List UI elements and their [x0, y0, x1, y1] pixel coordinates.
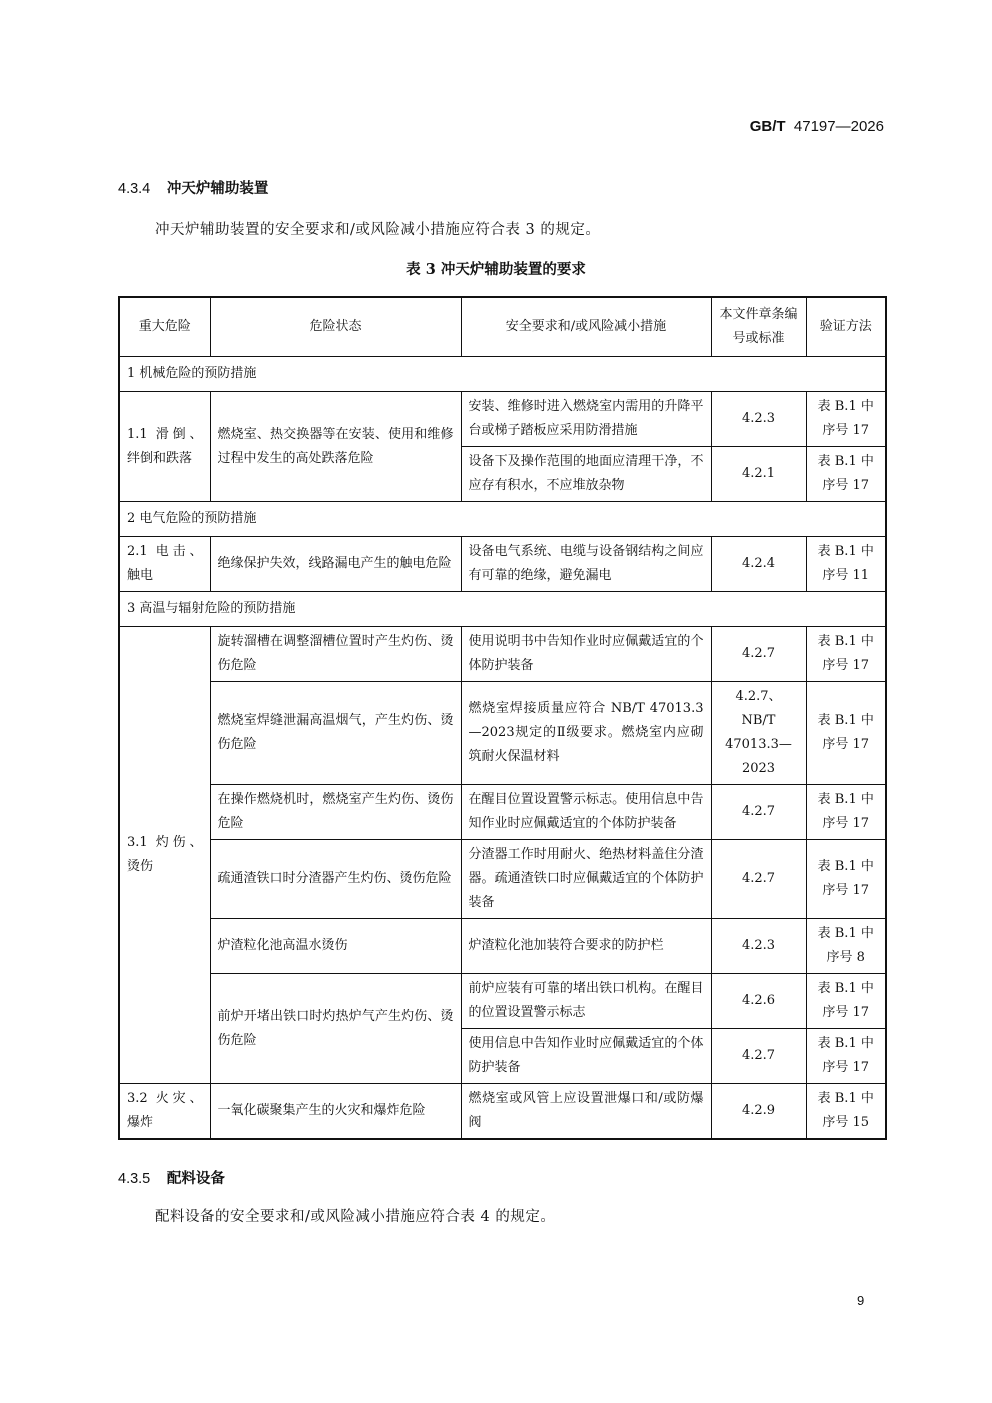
table-row	[119, 919, 886, 974]
group-row	[119, 502, 886, 537]
verification-cell: 表 B.1 中序号 17	[806, 840, 886, 919]
table-caption: 表 3 冲天炉辅助装置的要求	[406, 261, 586, 278]
reference-cell: 4.2.3	[711, 392, 806, 447]
requirement-cell: 使用说明书中告知作业时应佩戴适宜的个体防护装备	[461, 627, 711, 682]
header-cell: 危险状态	[210, 297, 461, 357]
verification-cell: 表 B.1 中序号 11	[806, 537, 886, 592]
table-row	[119, 392, 886, 447]
reference-cell: 4.2.4	[711, 537, 806, 592]
state-cell: 旋转溜槽在调整溜槽位置时产生灼伤、烫伤危险	[210, 627, 461, 682]
reference-cell: 4.2.3	[711, 919, 806, 974]
standard-code	[750, 118, 884, 135]
header-cell: 验证方法	[806, 297, 886, 357]
section-number: 4.3.4	[118, 181, 151, 197]
hazard-cell: 1.1 滑倒、绊倒和跌落	[119, 392, 210, 502]
table-header-row	[119, 297, 886, 357]
table-row	[119, 682, 886, 785]
reference-cell: 4.2.7、NB/T 47013.3—2023	[711, 682, 806, 785]
group-title: 2 电气危险的预防措施	[119, 502, 886, 537]
hazard-cell: 3.2 火灾、爆炸	[119, 1084, 210, 1140]
reference-cell: 4.2.7	[711, 840, 806, 919]
standard-prefix: GB/T	[749, 118, 786, 135]
header-cell: 安全要求和/或风险减小措施	[461, 297, 711, 357]
reference-cell: 4.2.7	[711, 1029, 806, 1084]
table-row	[119, 785, 886, 840]
group-row	[119, 357, 886, 392]
group-title: 1 机械危险的预防措施	[119, 357, 886, 392]
reference-cell: 4.2.1	[711, 447, 806, 502]
group-row	[119, 592, 886, 627]
table-row	[119, 537, 886, 592]
section-number: 4.3.5	[118, 1171, 151, 1187]
verification-cell: 表 B.1 中序号 15	[806, 1084, 886, 1140]
header-cell: 重大危险	[119, 297, 210, 357]
verification-cell: 表 B.1 中序号 17	[806, 785, 886, 840]
table-row	[119, 840, 886, 919]
standard-number: 47197—2026	[793, 118, 884, 135]
state-cell: 一氧化碳聚集产生的火灾和爆炸危险	[210, 1084, 461, 1140]
hazard-cell: 2.1 电击、触电	[119, 537, 210, 592]
verification-cell: 表 B.1 中序号 17	[806, 974, 886, 1029]
table-row	[119, 974, 886, 1029]
reference-cell: 4.2.7	[711, 785, 806, 840]
requirement-cell: 燃烧室焊接质量应符合 NB/T 47013.3—2023规定的Ⅱ级要求。燃烧室内应砌筑耐火保温材料	[461, 682, 711, 785]
state-cell: 疏通渣铁口时分渣器产生灼伤、烫伤危险	[210, 840, 461, 919]
reference-cell: 4.2.6	[711, 974, 806, 1029]
verification-cell: 表 B.1 中序号 17	[806, 447, 886, 502]
hazard-cell: 3.1 灼伤、烫伤	[119, 627, 210, 1084]
state-cell: 燃烧室焊缝泄漏高温烟气，产生灼伤、烫伤危险	[210, 682, 461, 785]
requirement-cell: 前炉应装有可靠的堵出铁口机构。在醒目的位置设置警示标志	[461, 974, 711, 1029]
state-cell: 燃烧室、热交换器等在安装、使用和维修过程中发生的高处跌落危险	[210, 392, 461, 502]
section-heading-434	[118, 177, 268, 198]
verification-cell: 表 B.1 中序号 8	[806, 919, 886, 974]
section-title: 冲天炉辅助装置	[166, 180, 269, 197]
state-cell: 前炉开堵出铁口时灼热炉气产生灼伤、烫伤危险	[210, 974, 461, 1084]
state-cell: 炉渣粒化池高温水烫伤	[210, 919, 461, 974]
requirement-cell: 使用信息中告知作业时应佩戴适宜的个体防护装备	[461, 1029, 711, 1084]
header-cell: 本文件章条编号或标准	[711, 297, 806, 357]
section-title: 配料设备	[166, 1170, 225, 1187]
reference-cell: 4.2.9	[711, 1084, 806, 1140]
requirement-cell: 炉渣粒化池加装符合要求的防护栏	[461, 919, 711, 974]
section-heading-435	[118, 1167, 225, 1188]
requirement-cell: 在醒目位置设置警示标志。使用信息中告知作业时应佩戴适宜的个体防护装备	[461, 785, 711, 840]
verification-cell: 表 B.1 中序号 17	[806, 1029, 886, 1084]
requirement-cell: 燃烧室或风管上应设置泄爆口和/或防爆阀	[461, 1084, 711, 1140]
requirement-cell: 安装、维修时进入燃烧室内需用的升降平台或梯子踏板应采用防滑措施	[461, 392, 711, 447]
table-row	[119, 1084, 886, 1140]
intro-paragraph-435: 配料设备的安全要求和/或风险减小措施应符合表 4 的规定。	[155, 1209, 556, 1225]
page-number: 9	[857, 1293, 865, 1308]
reference-cell: 4.2.7	[711, 627, 806, 682]
table-row	[119, 627, 886, 682]
verification-cell: 表 B.1 中序号 17	[806, 627, 886, 682]
requirement-cell: 分渣器工作时用耐火、绝热材料盖住分渣器。疏通渣铁口时应佩戴适宜的个体防护装备	[461, 840, 711, 919]
requirement-cell: 设备电气系统、电缆与设备钢结构之间应有可靠的绝缘，避免漏电	[461, 537, 711, 592]
state-cell: 在操作燃烧机时，燃烧室产生灼伤、烫伤危险	[210, 785, 461, 840]
requirement-cell: 设备下及操作范围的地面应清理干净，不应存有积水，不应堆放杂物	[461, 447, 711, 502]
verification-cell: 表 B.1 中序号 17	[806, 682, 886, 785]
verification-cell: 表 B.1 中序号 17	[806, 392, 886, 447]
group-title: 3 高温与辐射危险的预防措施	[119, 592, 886, 627]
state-cell: 绝缘保护失效，线路漏电产生的触电危险	[210, 537, 461, 592]
requirements-table	[118, 296, 887, 1140]
intro-paragraph-434: 冲天炉辅助装置的安全要求和/或风险减小措施应符合表 3 的规定。	[155, 222, 601, 238]
